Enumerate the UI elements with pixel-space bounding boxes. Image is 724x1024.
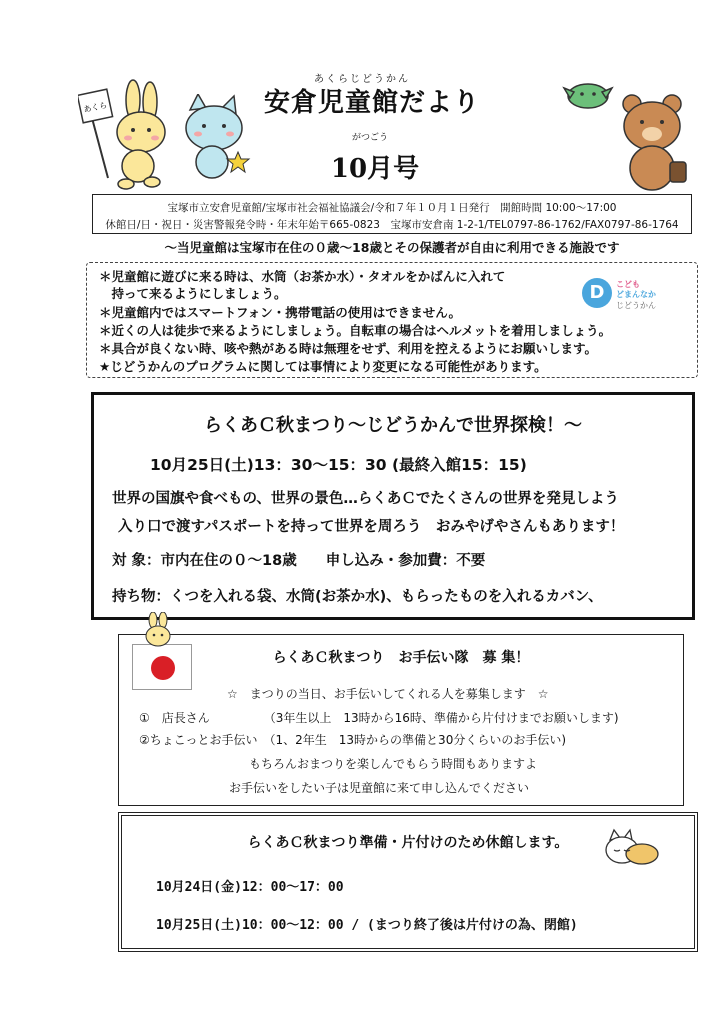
rule-item: 持って来るようにしましょう。 xyxy=(99,286,287,301)
rule-item: ＊具合が良くない時、咳や熱がある時は無理をせず、利用を控えるようにお願いします。 xyxy=(99,341,598,356)
closure-title: らくあＣ秋まつり準備・片付けのため休館します。 xyxy=(247,835,569,851)
rule-item: ★じどうかんのプログラムに関しては事情により変更になる可能性があります。 xyxy=(99,359,547,374)
festival-datetime: 10月25日(土)13：30～15：30 (最終入館15：15) xyxy=(150,456,527,474)
title-ruby: あくらじどうかん xyxy=(314,74,410,85)
festival-box xyxy=(91,392,695,620)
rule-item: ＊近くの人は徒歩で来るようにしましょう。自転車の場合はヘルメットを着用しましょう。 xyxy=(99,323,612,338)
small-rabbit-illustration xyxy=(140,612,176,648)
issue-label: 10月号 xyxy=(330,154,420,184)
volunteer-title: らくあＣ秋まつり お手伝い隊 募 集！ xyxy=(272,650,530,666)
page-title: 安倉児童館だより xyxy=(263,88,480,118)
bear-mascot-illustration xyxy=(614,92,694,194)
publication-info-line: 宝塚市立安倉児童館/宝塚市社会福祉協議会/令和７年１０月１日発行 開館時間 10:00～17:00 xyxy=(167,202,617,214)
kodomo-domannaka-logo xyxy=(582,278,678,312)
logo-text-line3: じどうかん xyxy=(616,301,656,310)
closure-day: 10月24日(金)12：00～17：00 xyxy=(156,880,344,895)
volunteer-box xyxy=(118,634,684,806)
facility-notice: ～当児童館は宝塚市在住の０歳～18歳とその保護者が自由に利用できる施設です xyxy=(164,240,620,255)
sign-label: あくら xyxy=(82,100,108,115)
festival-bring-items: 持ち物：くつを入れる袋、水筒(お茶か水)、もらったものを入れるカバン、 xyxy=(112,589,603,605)
volunteer-note: お手伝いをしたい子は児童館に来て申し込んでください xyxy=(229,781,530,795)
sleeping-cat-illustration xyxy=(602,828,660,866)
rule-item: ＊児童館に遊びに来る時は、水筒（お茶か水）・タオルをかばんに入れて xyxy=(99,269,506,284)
rabbit-mascot-illustration xyxy=(78,78,178,193)
japan-flag-icon xyxy=(132,644,192,690)
volunteer-item: ① 店長さん （3年生以上 13時から16時、準備から片付けまでお願いします) xyxy=(139,711,619,725)
logo-text-line1: こども xyxy=(616,280,640,289)
bird-illustration xyxy=(560,76,616,112)
cat-mascot-illustration xyxy=(176,94,260,186)
festival-target: 対 象：市内在住の０～18歳 申し込み・参加費：不要 xyxy=(112,553,486,569)
volunteer-intro: ☆ まつりの当日、お手伝いしてくれる人を募集します ☆ xyxy=(227,687,549,701)
logo-mark: D xyxy=(582,278,612,308)
volunteer-note: もちろんおまつりを楽しんでもらう時間もありますよ xyxy=(249,757,538,771)
rule-item: ＊児童館内ではスマートフォン・携帯電話の使用はできません。 xyxy=(99,305,462,320)
closure-day: 10月25日(土)10：00～12：00 / (まつり終了後は片付けの為、閉館) xyxy=(156,918,578,933)
logo-text-line2: どまんなか xyxy=(616,290,656,299)
festival-title: らくあＣ秋まつり～じどうかんで世界探検！～ xyxy=(204,415,582,436)
festival-description: 世界の国旗や食べもの、世界の景色…らくあＣでたくさんの世界を発見しよう xyxy=(112,491,619,507)
festival-description: 入り口で渡すパスポートを持って世界を周ろう おみやげやさんもあります！ xyxy=(118,519,625,535)
issue-ruby: がつごう xyxy=(351,133,388,143)
closing-info-line: 休館日/日・祝日・災害警報発令時・年末年始〒665-0823 宝塚市安倉南 1-2-1/TEL0797-86-1762/FAX0797-86-1764 xyxy=(105,219,679,231)
publication-info-box xyxy=(92,194,692,234)
volunteer-item: ②ちょこっとお手伝い （1、2年生 13時からの準備と30分くらいのお手伝い) xyxy=(139,733,567,747)
